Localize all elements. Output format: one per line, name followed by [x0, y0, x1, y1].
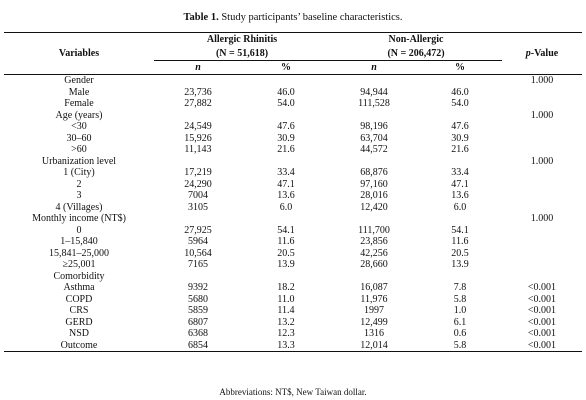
row-n-nonallergic: 1997	[364, 305, 384, 316]
row-n-nonallergic: 98,196	[360, 121, 388, 132]
row-n-allergic: 27,882	[184, 98, 212, 109]
row-label: NSD	[68, 328, 89, 339]
row-pct-allergic: 13.9	[277, 259, 295, 270]
row-pct-allergic: 13.2	[277, 316, 295, 328]
header-pct-1: %	[281, 61, 291, 73]
row-pct-nonallergic: 54.1	[451, 224, 469, 236]
header-pvalue-p: p	[525, 47, 531, 59]
row-pct-allergic: 18.2	[277, 282, 295, 293]
header-group2-n: (N = 206,472)	[330, 47, 502, 61]
row-n-allergic: 6854	[188, 339, 208, 351]
row-n-allergic: 24,290	[184, 178, 212, 190]
row-pvalue: <0.001	[527, 339, 557, 351]
table-row	[4, 190, 582, 202]
row-label: GERD	[65, 316, 93, 328]
row-n-allergic: 6807	[188, 316, 208, 328]
row-pct-nonallergic: 5.8	[453, 293, 467, 305]
row-label: 1–15,840	[60, 236, 98, 247]
row-n-allergic	[154, 110, 242, 122]
row-pct-nonallergic	[418, 75, 502, 87]
row-pct-allergic: 47.1	[277, 178, 295, 190]
row-label: 0	[76, 224, 82, 236]
row-n-allergic: 11,143	[184, 144, 212, 155]
row-n-allergic: 27,925	[184, 224, 212, 236]
row-pvalue: 1.000	[530, 213, 554, 224]
caption-label: Table 1.	[183, 12, 219, 23]
row-n-nonallergic: 97,160	[360, 178, 388, 190]
row-n-nonallergic: 16,087	[360, 282, 388, 293]
row-n-allergic	[154, 271, 242, 283]
table-row	[4, 87, 582, 99]
row-pvalue	[502, 202, 582, 214]
table-row	[4, 98, 582, 110]
row-n-nonallergic: 12,499	[360, 316, 388, 328]
row-pct-allergic: 20.5	[277, 247, 295, 259]
row-pvalue	[502, 179, 582, 191]
row-pct-allergic: 11.0	[277, 293, 295, 305]
header-variables: Variables	[58, 47, 100, 59]
row-pvalue: <0.001	[527, 305, 557, 316]
row-n-allergic: 15,926	[184, 132, 212, 144]
row-n-nonallergic	[330, 156, 418, 168]
row-label: CRS	[69, 305, 89, 316]
row-pct-allergic: 47.6	[277, 121, 295, 132]
row-n-nonallergic: 28,660	[360, 259, 388, 270]
table-row	[4, 75, 582, 87]
row-n-nonallergic: 11,976	[360, 293, 388, 305]
row-pct-nonallergic: 11.6	[451, 236, 469, 247]
row-n-nonallergic	[330, 213, 418, 225]
row-n-nonallergic	[330, 75, 418, 87]
header-pvalue	[502, 33, 582, 75]
table-caption	[0, 12, 586, 23]
row-pvalue	[502, 133, 582, 145]
row-pct-allergic: 13.3	[277, 339, 295, 351]
row-n-nonallergic: 12,014	[360, 339, 388, 351]
row-label: >60	[71, 144, 87, 155]
row-n-nonallergic: 1316	[364, 328, 384, 339]
header-n-1: n	[195, 61, 201, 73]
table-row	[4, 282, 582, 294]
row-n-allergic: 5680	[188, 293, 208, 305]
row-pct-allergic: 30.9	[277, 132, 295, 144]
row-pct-nonallergic: 47.6	[451, 121, 469, 132]
row-pvalue	[502, 248, 582, 260]
row-n-allergic	[154, 75, 242, 87]
caption-text: Study participants’ baseline characteristics.	[218, 12, 403, 23]
row-pvalue	[502, 121, 582, 133]
row-label: ≥25,001	[62, 259, 96, 270]
table-row	[4, 156, 582, 168]
row-pct-nonallergic	[418, 271, 502, 283]
row-pct-allergic	[242, 75, 330, 87]
row-pct-nonallergic: 47.1	[451, 178, 469, 190]
row-pct-allergic	[242, 156, 330, 168]
row-pct-nonallergic: 46.0	[451, 86, 469, 98]
row-pct-nonallergic	[418, 156, 502, 168]
row-pct-nonallergic: 6.0	[453, 201, 467, 213]
row-label: Male	[68, 86, 90, 98]
row-pvalue: 1.000	[530, 109, 554, 121]
row-label: Urbanization level	[41, 155, 117, 167]
row-pct-allergic: 54.0	[277, 98, 295, 109]
row-n-nonallergic: 111,528	[358, 98, 390, 109]
row-n-allergic: 9392	[188, 282, 208, 293]
row-label: Asthma	[63, 282, 95, 293]
table-row	[4, 167, 582, 179]
baseline-table	[4, 32, 582, 352]
row-pct-nonallergic: 13.9	[451, 259, 469, 270]
row-n-nonallergic: 42,256	[360, 247, 388, 259]
row-label: COPD	[65, 293, 93, 305]
row-n-allergic: 17,219	[184, 167, 212, 178]
row-label: Female	[64, 98, 94, 109]
table-row	[4, 179, 582, 191]
row-n-nonallergic	[330, 110, 418, 122]
row-n-allergic: 5964	[188, 236, 208, 247]
row-label: Gender	[64, 75, 94, 86]
row-label: 2	[76, 178, 82, 190]
row-pvalue: 1.000	[530, 75, 554, 86]
row-pct-allergic: 54.1	[277, 224, 295, 236]
row-n-nonallergic: 44,572	[360, 144, 388, 155]
row-n-allergic: 7004	[188, 190, 208, 201]
row-n-nonallergic	[330, 271, 418, 283]
row-label: Age (years)	[55, 109, 103, 121]
table-row	[4, 340, 582, 352]
row-pvalue	[502, 98, 582, 110]
row-pct-allergic: 11.6	[277, 236, 295, 247]
table-row	[4, 213, 582, 225]
row-n-nonallergic: 68,876	[360, 167, 388, 178]
row-pct-allergic	[242, 213, 330, 225]
row-n-allergic	[154, 156, 242, 168]
row-pct-allergic: 6.0	[279, 201, 293, 213]
row-pvalue	[502, 167, 582, 179]
row-pct-allergic: 46.0	[277, 86, 295, 98]
row-pct-nonallergic: 30.9	[451, 132, 469, 144]
header-pvalue-rest: -Value	[530, 47, 559, 59]
row-pct-nonallergic: 20.5	[451, 247, 469, 259]
table-row	[4, 305, 582, 317]
row-n-nonallergic: 23,856	[360, 236, 388, 247]
table-row	[4, 317, 582, 329]
table-row	[4, 236, 582, 248]
table-row	[4, 259, 582, 271]
row-n-nonallergic: 94,944	[360, 86, 388, 98]
row-pct-nonallergic: 33.4	[451, 167, 469, 178]
table-row	[4, 133, 582, 145]
row-pct-nonallergic: 1.0	[453, 305, 467, 316]
row-pct-nonallergic	[418, 110, 502, 122]
row-pvalue: <0.001	[527, 282, 557, 293]
row-pvalue: <0.001	[527, 293, 557, 305]
row-n-allergic: 7165	[188, 259, 208, 270]
table-row	[4, 294, 582, 306]
header-pct-2: %	[455, 61, 465, 73]
row-n-allergic: 6368	[188, 328, 208, 339]
row-n-nonallergic: 28,016	[360, 190, 388, 201]
row-n-allergic	[154, 213, 242, 225]
row-pct-nonallergic: 54.0	[451, 98, 469, 109]
row-n-allergic: 23,736	[184, 86, 212, 98]
row-pvalue: <0.001	[527, 328, 557, 339]
row-pct-allergic: 12.3	[277, 328, 295, 339]
row-pct-allergic: 13.6	[277, 190, 295, 201]
row-pvalue	[502, 236, 582, 248]
row-n-allergic: 3105	[188, 201, 208, 213]
row-n-nonallergic: 111,700	[358, 224, 390, 236]
table-footnote: Abbreviations: NT$, New Taiwan dollar.	[219, 387, 367, 397]
row-n-nonallergic: 63,704	[360, 132, 388, 144]
row-pvalue	[502, 271, 582, 283]
row-pvalue	[502, 225, 582, 237]
row-label: Comorbidity	[53, 270, 105, 282]
row-pct-allergic	[242, 271, 330, 283]
table-row	[4, 225, 582, 237]
row-pvalue	[502, 144, 582, 156]
row-pct-nonallergic: 13.6	[451, 190, 469, 201]
table-row	[4, 271, 582, 283]
row-pvalue	[502, 259, 582, 271]
header-group2: Non-Allergic	[388, 34, 444, 46]
header-n-2: n	[371, 61, 377, 73]
row-n-allergic: 5859	[188, 305, 208, 316]
table-row	[4, 328, 582, 340]
row-n-allergic: 24,549	[184, 121, 212, 132]
table-row	[4, 248, 582, 260]
row-pct-nonallergic: 0.6	[453, 328, 467, 339]
row-pct-nonallergic	[418, 213, 502, 225]
row-label: 4 (Villages)	[55, 201, 103, 213]
row-pct-allergic	[242, 110, 330, 122]
row-label: 30–60	[66, 132, 92, 144]
row-label: 15,841–25,000	[49, 247, 109, 259]
row-label: 1 (City)	[63, 167, 95, 178]
row-pct-nonallergic: 5.8	[453, 339, 467, 351]
table-row	[4, 144, 582, 156]
row-pct-allergic: 33.4	[277, 167, 295, 178]
row-pct-nonallergic: 21.6	[451, 144, 469, 155]
row-n-nonallergic: 12,420	[360, 201, 388, 213]
header-group1: Allergic Rhinitis	[206, 34, 278, 46]
row-pct-allergic: 21.6	[277, 144, 295, 155]
row-label: Outcome	[60, 339, 98, 351]
row-pct-allergic: 11.4	[277, 305, 295, 316]
row-pct-nonallergic: 7.8	[453, 282, 467, 293]
table-row	[4, 110, 582, 122]
table-row	[4, 202, 582, 214]
row-label: Monthly income (NT$)	[32, 213, 126, 224]
row-pct-nonallergic: 6.1	[453, 316, 467, 328]
row-n-allergic: 10,564	[184, 247, 212, 259]
row-label: 3	[76, 190, 82, 201]
row-pvalue: 1.000	[530, 155, 554, 167]
row-label: <30	[71, 121, 87, 132]
table-row	[4, 121, 582, 133]
row-pvalue	[502, 87, 582, 99]
row-pvalue	[502, 190, 582, 202]
row-pvalue: <0.001	[527, 316, 557, 328]
header-group1-n: (N = 51,618)	[154, 47, 330, 61]
